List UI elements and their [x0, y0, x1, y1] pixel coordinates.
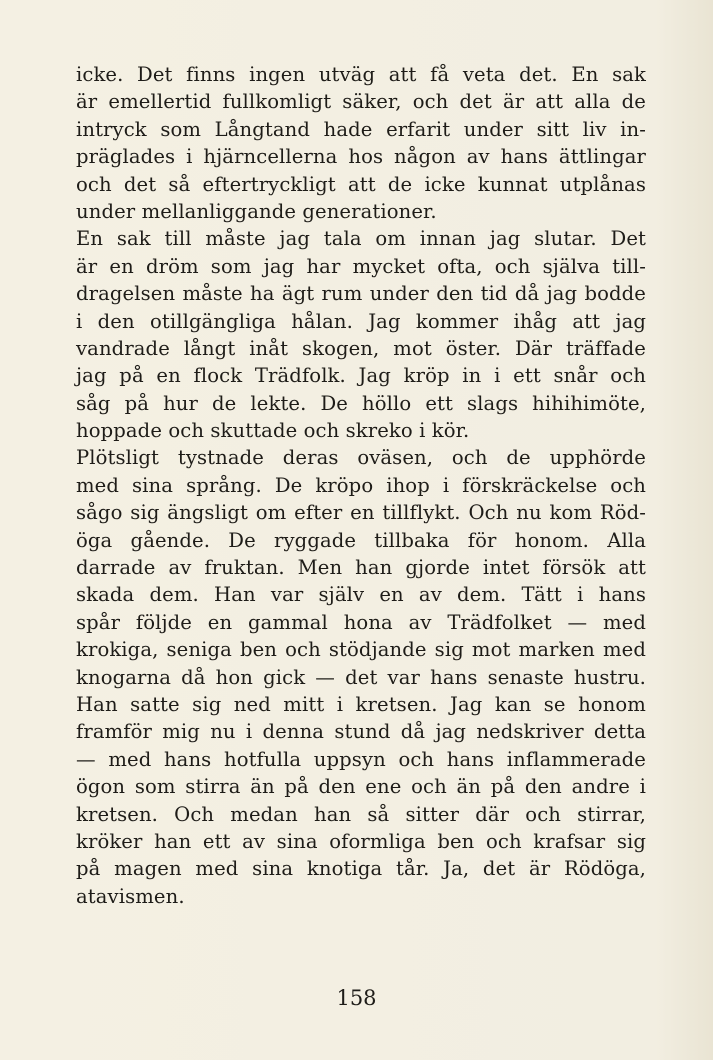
- text-line: och det så eftertryckligt att de icke kunnat utplånas: [76, 172, 646, 196]
- text-line: dragelsen måste ha ägt rum under den tid då jag bodde: [76, 282, 646, 306]
- text-line: darrade av fruktan. Men han gjorde intet försök att: [76, 556, 646, 580]
- text-line: — med hans hotfulla uppsyn och hans inflammerade: [76, 747, 646, 771]
- text-line: jag på en flock Trädfolk. Jag kröp in i ett snår och: [76, 364, 646, 388]
- text-line: kretsen. Och medan han så sitter där och stirrar,: [76, 802, 646, 826]
- text-line: icke. Det finns ingen utväg att få veta det. En sak: [76, 63, 646, 86]
- text-line: hoppade och skuttade och skreko i kör.: [76, 419, 470, 443]
- text-line: kröker han ett av sina oformliga ben och krafsar sig: [76, 829, 646, 853]
- text-line: i den otillgängliga hålan. Jag kommer ihåg att jag: [76, 309, 646, 333]
- text-line: Han satte sig ned mitt i kretsen. Jag kan se honom: [76, 692, 646, 716]
- body-text: [76, 61, 646, 910]
- text-line: är en dröm som jag har mycket ofta, och själva till-: [76, 254, 646, 278]
- page-number: 158: [336, 986, 377, 1010]
- text-line: atavismen.: [76, 884, 185, 908]
- text-line: En sak till måste jag tala om innan jag slutar. Det: [76, 227, 646, 251]
- text-line: sågo sig ängsligt om efter en tillflykt. Och nu kom Röd-: [76, 501, 646, 525]
- text-line: vandrade långt inåt skogen, mot öster. Där träffade: [76, 336, 646, 360]
- text-line: ögon som stirra än på den ene och än på den andre i: [76, 775, 646, 799]
- text-line: skada dem. Han var själv en av dem. Tätt i hans: [76, 583, 646, 607]
- text-line: under mellanliggande generationer.: [76, 199, 437, 223]
- text-line: Plötsligt tystnade deras oväsen, och de upphörde: [76, 446, 646, 470]
- text-line: präglades i hjärncellerna hos någon av hans ättlingar: [76, 145, 646, 169]
- text-line: intryck som Långtand hade erfarit under sitt liv in-: [76, 117, 646, 141]
- text-line: knogarna då hon gick — det var hans senaste hustru.: [76, 665, 646, 689]
- text-line: är emellertid fullkomligt säker, och det är att alla de: [76, 90, 646, 114]
- text-line: framför mig nu i denna stund då jag nedskriver detta: [76, 720, 646, 744]
- text-line: öga gående. De ryggade tillbaka för honom. Alla: [76, 528, 646, 552]
- text-line: såg på hur de lekte. De höllo ett slags hihihimöte,: [76, 391, 646, 415]
- text-line: spår följde en gammal hona av Trädfolket — med: [76, 610, 646, 634]
- text-line: krokiga, seniga ben och stödjande sig mot marken med: [76, 638, 646, 662]
- text-line: med sina språng. De kröpo ihop i förskräckelse och: [76, 473, 646, 497]
- text-line: på magen med sina knotiga tår. Ja, det är Rödöga,: [76, 857, 646, 881]
